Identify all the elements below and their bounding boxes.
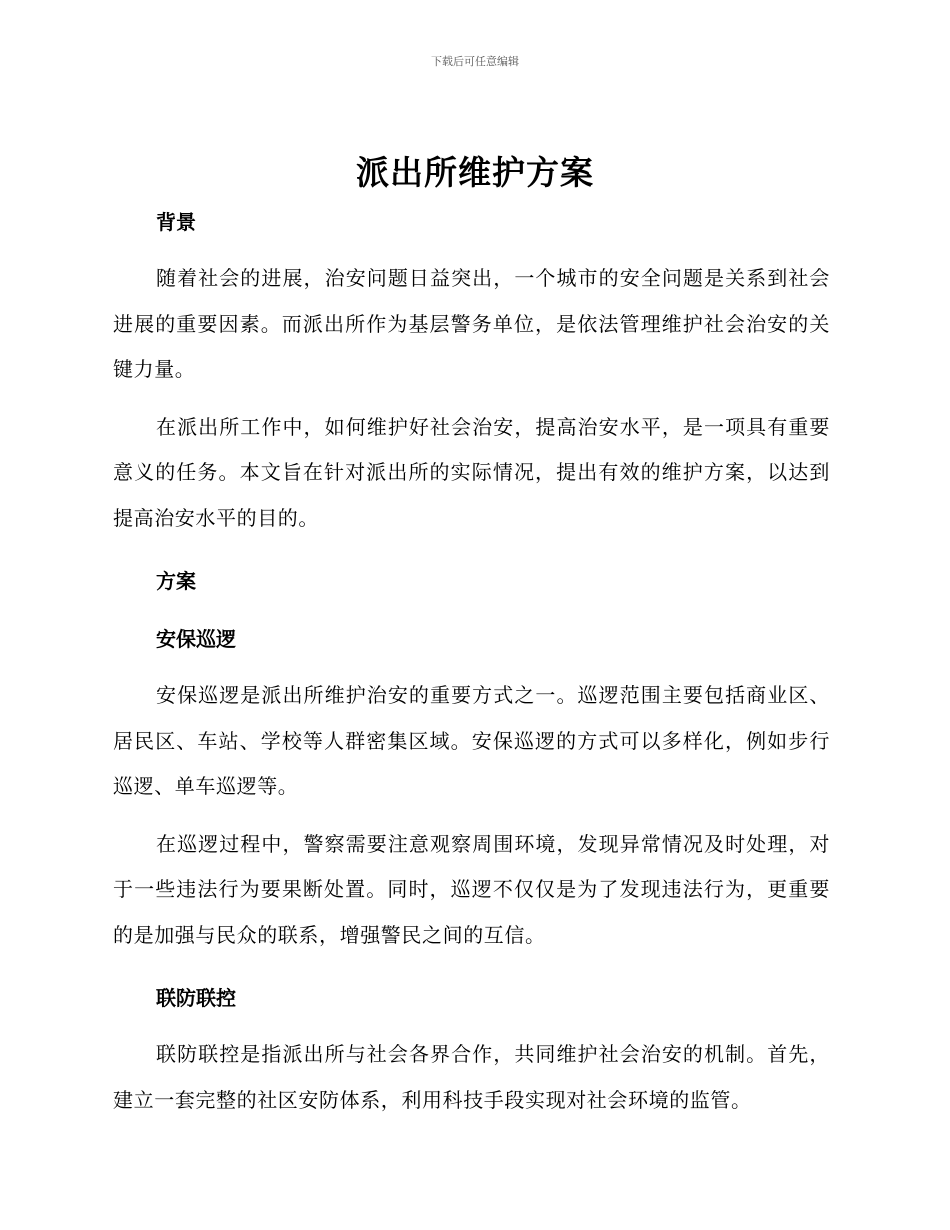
subsection-heading-patrol: 安保巡逻 bbox=[156, 627, 236, 651]
section-heading-plan: 方案 bbox=[156, 569, 196, 593]
document-title: 派出所维护方案 bbox=[356, 153, 594, 192]
section-heading-background: 背景 bbox=[156, 210, 196, 234]
paragraph: 随着社会的进展，治安问题日益突出，一个城市的安全问题是关系到社会进展的重要因素。而派出所作为基层警务单位，是依法管理维护社会治安的关键力量。 bbox=[113, 266, 830, 381]
paragraph: 在派出所工作中，如何维护好社会治安，提高治安水平，是一项具有重要意义的任务。本文旨在针对派出所的实际情况，提出有效的维护方案，以达到提高治安水平的目的。 bbox=[113, 414, 830, 530]
page-header-note: 下载后可任意编辑 bbox=[431, 55, 519, 68]
document-body bbox=[113, 204, 830, 1123]
paragraph: 联防联控是指派出所与社会各界合作，共同维护社会治安的机制。首先，建立一套完整的社区安防体系，利用科技手段实现对社会环境的监管。 bbox=[113, 1042, 830, 1112]
paragraph: 在巡逻过程中，警察需要注意观察周围环境，发现异常情况及时处理，对于一些违法行为要果断处置。同时，巡逻不仅仅是为了发现违法行为，更重要的是加强与民众的联系，增强警民之间的互信。 bbox=[113, 831, 830, 947]
paragraph: 安保巡逻是派出所维护治安的重要方式之一。巡逻范围主要包括商业区、居民区、车站、学校等人群密集区域。安保巡逻的方式可以多样化，例如步行巡逻、单车巡逻等。 bbox=[113, 683, 830, 798]
subsection-heading-joint-defense: 联防联控 bbox=[156, 986, 236, 1010]
